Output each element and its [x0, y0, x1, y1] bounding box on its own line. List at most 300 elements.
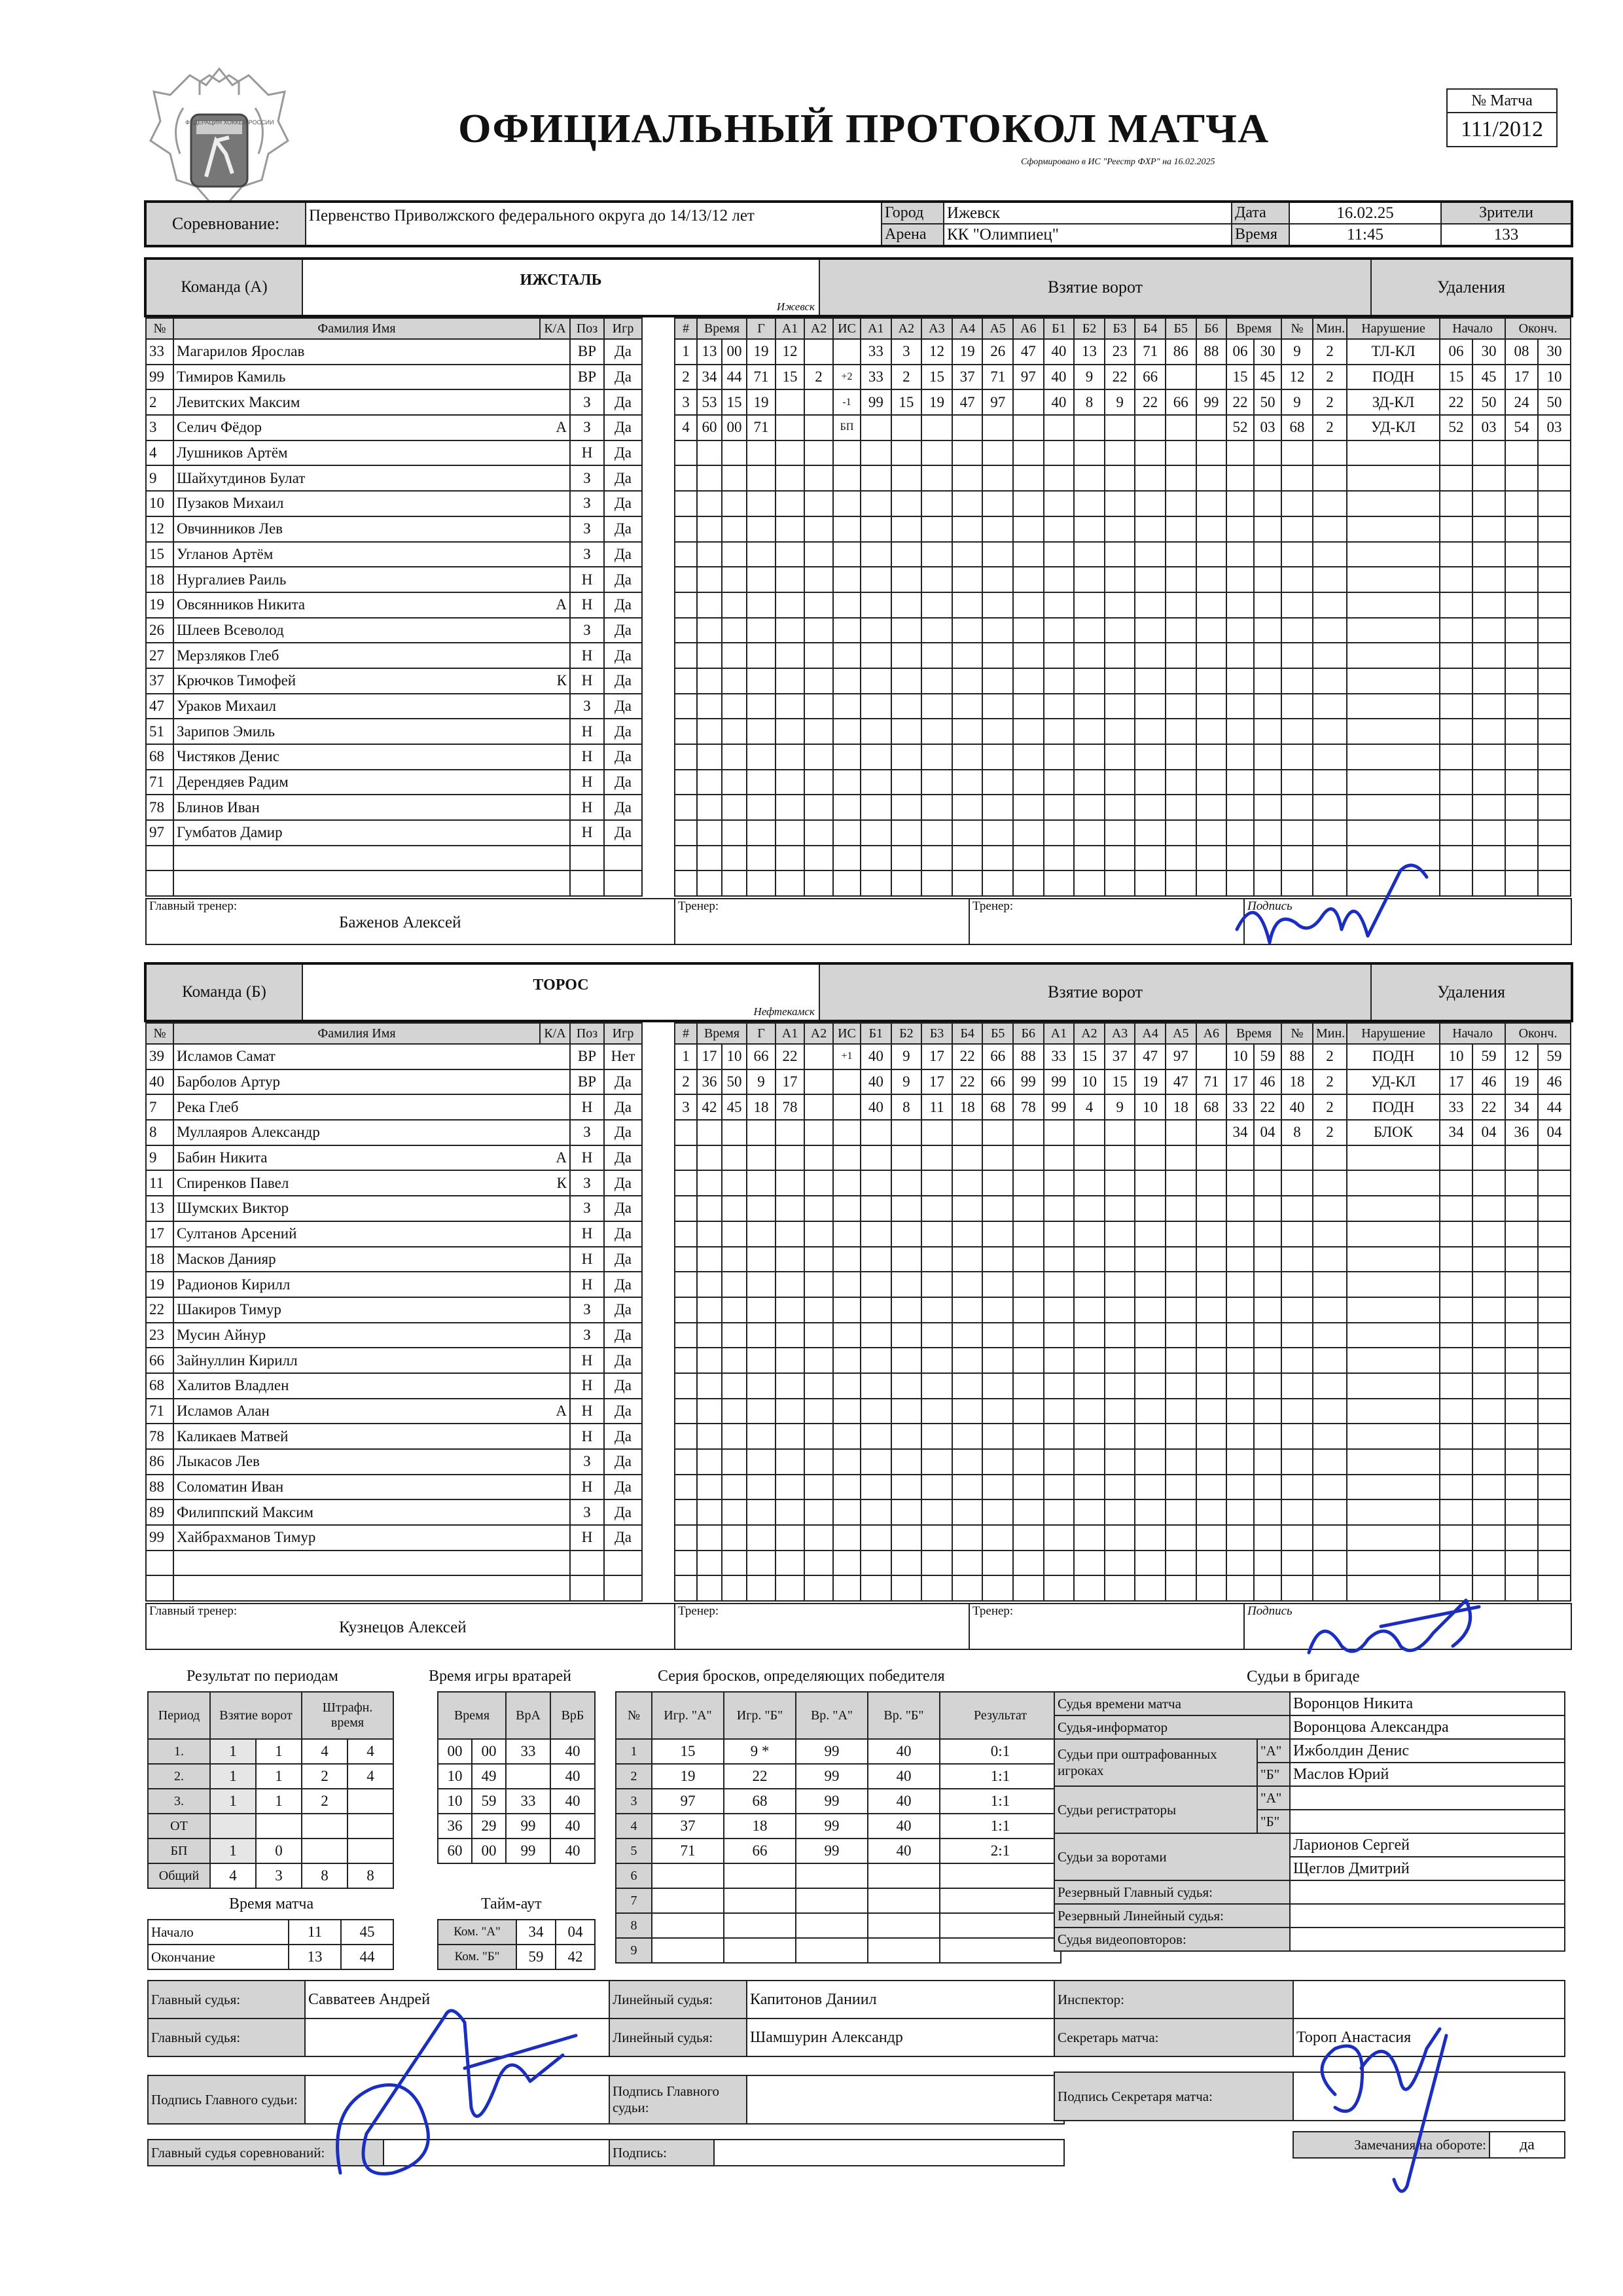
goal-onice-opp [1105, 870, 1135, 896]
goal-minute [697, 820, 722, 846]
penalty-player: 18 [1281, 1069, 1313, 1095]
goal-scorer [747, 668, 776, 694]
inspector-label: Инспектор: [1054, 1981, 1293, 2018]
table-row [675, 870, 1226, 896]
goal-onice-opp [1135, 567, 1166, 592]
table-row [675, 694, 1226, 719]
period-goals-a [210, 1814, 256, 1839]
goal-assist2 [804, 1525, 833, 1551]
penalty-length [1313, 491, 1347, 516]
table-row [146, 491, 675, 516]
goal-assist1 [776, 846, 804, 871]
goal-onice-opp [1166, 516, 1196, 542]
goal-onice-opp [1166, 542, 1196, 567]
periods-header-period: Период [148, 1692, 210, 1739]
team_a-label: Команда (А) [145, 259, 302, 316]
goal-scorer [747, 820, 776, 846]
table-row [1226, 339, 1571, 365]
goal-onice-opp [1166, 1399, 1196, 1424]
player-number: 8 [146, 1120, 173, 1145]
penalty-judge-b-tag: "Б" [1257, 1763, 1290, 1786]
table-row [1226, 516, 1571, 542]
penalty-start-second: 46 [1472, 1069, 1505, 1095]
table-row [675, 465, 1226, 491]
goal-onice-own [952, 1348, 983, 1373]
goal-onice-opp [1074, 744, 1105, 770]
goal-onice-opp [1074, 870, 1105, 896]
competition-label: Соревнование: [145, 202, 306, 246]
goal-onice-opp [1074, 719, 1105, 744]
goal-onice-opp [1166, 770, 1196, 795]
penalty-minute [1226, 1424, 1254, 1449]
penalty-start-minute [1440, 592, 1472, 618]
goal-onice-opp [1105, 694, 1135, 719]
goal-assist1 [776, 465, 804, 491]
player-captaincy [540, 1475, 570, 1500]
goal-onice-opp [1105, 1551, 1135, 1576]
goal-onice-opp [1044, 1221, 1075, 1247]
penalty-violation [1347, 1449, 1440, 1475]
penalty-end-second [1538, 795, 1571, 820]
goal-scorer [747, 1449, 776, 1475]
player-name: Шумских Виктор [173, 1196, 540, 1221]
penalty-start-minute: 17 [1440, 1069, 1472, 1095]
penalty-end-minute [1505, 1348, 1538, 1373]
video-judge-label: Судья видеоповторов: [1054, 1928, 1290, 1951]
registrar-b-tag: "Б" [1257, 1810, 1290, 1833]
goalie-b: 40 [550, 1814, 595, 1839]
secretary-signature-label: Подпись Секретаря матча: [1054, 2072, 1293, 2121]
goal-onice-opp [1135, 465, 1166, 491]
goal-assist2 [804, 1449, 833, 1475]
roster-header-pos: Поз [570, 1023, 604, 1044]
goal-onice-opp [1105, 1196, 1135, 1221]
goal-onice-own [1013, 1120, 1044, 1145]
team_b-head-coach-cell [146, 1604, 675, 1649]
goalie-b: 40 [550, 1789, 595, 1814]
period-goals-b: 1 [256, 1789, 302, 1814]
goal-onice-own [952, 1551, 983, 1576]
player-played: Да [604, 567, 642, 592]
goal-situation [833, 1221, 861, 1247]
table-row [1226, 1044, 1571, 1069]
penalty-start-minute: 10 [1440, 1044, 1472, 1069]
player-position: Н [570, 1525, 604, 1551]
penalty-start-minute [1440, 744, 1472, 770]
goal-assist2 [804, 491, 833, 516]
penalty-header-end: Оконч. [1505, 1023, 1571, 1044]
penalty-length [1313, 592, 1347, 618]
goal-onice-own [891, 1196, 922, 1221]
goal-onice-opp: 37 [1105, 1044, 1135, 1069]
penalty-length [1313, 719, 1347, 744]
goal-onice-own [982, 1575, 1013, 1601]
table-row [675, 846, 1226, 871]
penalty-minute [1226, 1170, 1254, 1196]
goal-assist1 [776, 694, 804, 719]
goal-onice-own [982, 1348, 1013, 1373]
goal-second [722, 1399, 747, 1424]
table-row [146, 668, 675, 694]
penalty-start-second [1472, 795, 1505, 820]
penalty-start-second [1472, 1348, 1505, 1373]
goal-minute [697, 1475, 722, 1500]
penalty-violation [1347, 1475, 1440, 1500]
player-position [570, 870, 604, 896]
goal-onice-opp [1105, 542, 1135, 567]
goal-onice-opp [1135, 795, 1166, 820]
table-row [146, 1399, 675, 1424]
penalty-length [1313, 795, 1347, 820]
player-played: Да [604, 339, 642, 365]
goal-second [722, 1373, 747, 1399]
goal-onice-own [1013, 1424, 1044, 1449]
penalty-second [1254, 1170, 1281, 1196]
penalty-second: 50 [1254, 389, 1281, 415]
goal-minute [697, 1575, 722, 1601]
goal-onice-own [861, 820, 891, 846]
penalty-second: 46 [1254, 1069, 1281, 1095]
shootout-goalie-a: 99 [796, 1739, 868, 1764]
goal-onice-own [982, 1221, 1013, 1247]
competition-referee-table [147, 2139, 1065, 2166]
goal-assist1 [776, 1323, 804, 1348]
roster-header-played: Игр [604, 318, 642, 339]
goal-minute [697, 1449, 722, 1475]
goal-onice-opp [1105, 719, 1135, 744]
table-row [1226, 440, 1571, 466]
goal-situation [833, 618, 861, 643]
penalty-length: 2 [1313, 1094, 1347, 1120]
penalty-violation: УД-КЛ [1347, 1069, 1440, 1095]
team_a-city: Ижевск [776, 300, 815, 313]
main-referee-2-label: Главный судья: [148, 2018, 305, 2056]
goal-onice-own [1013, 744, 1044, 770]
penalty-start-second [1472, 744, 1505, 770]
goal-onice-opp [1105, 1247, 1135, 1272]
goal-onice-own: 9 [891, 1044, 922, 1069]
table-row [675, 1399, 1226, 1424]
penalty-player [1281, 1196, 1313, 1221]
goal-assist2 [804, 1272, 833, 1297]
goal-second [722, 465, 747, 491]
goal-onice-opp [1044, 1145, 1075, 1171]
goal-onice-opp [1166, 1475, 1196, 1500]
penalty-start-second: 59 [1472, 1044, 1505, 1069]
player-captaincy [540, 465, 570, 491]
goal-onice-opp [1074, 1170, 1105, 1196]
table-row [146, 440, 675, 466]
goal-scorer [747, 694, 776, 719]
penalty-end-minute [1505, 516, 1538, 542]
goal-situation [833, 1449, 861, 1475]
penalty-second [1254, 1247, 1281, 1272]
goal-scorer [747, 744, 776, 770]
goal-onice-own: 15 [891, 389, 922, 415]
goal-onice-opp [1135, 1221, 1166, 1247]
period-penalty-b [348, 1839, 393, 1863]
goals-header-situation: ИС [833, 318, 861, 339]
penalty-length [1313, 1399, 1347, 1424]
goal-onice-opp [1105, 1120, 1135, 1145]
penalty-start-second [1472, 1323, 1505, 1348]
timeout-a-minute: 34 [516, 1920, 556, 1945]
shootout-player-a: 71 [652, 1839, 724, 1863]
goals-header-onice-opp: А5 [1166, 1023, 1196, 1044]
goal-scorer [747, 1120, 776, 1145]
goal-onice-own [921, 770, 952, 795]
player-position: З [570, 1297, 604, 1323]
goal-onice-opp [1044, 1196, 1075, 1221]
table-row [1226, 1221, 1571, 1247]
goalies-header-a: ВрА [506, 1692, 550, 1739]
table-row [616, 1839, 1061, 1863]
table-row [438, 1764, 595, 1789]
goal-onice-own [861, 1348, 891, 1373]
penalty-player: 9 [1281, 389, 1313, 415]
penalty-length [1313, 1475, 1347, 1500]
penalty-start-minute [1440, 846, 1472, 871]
penalty-start-second [1472, 1196, 1505, 1221]
goals-header-onice-own: Б6 [1013, 1023, 1044, 1044]
shootout-goalie-a [796, 1938, 868, 1963]
penalty-end-minute: 08 [1505, 339, 1538, 365]
penalty-second [1254, 567, 1281, 592]
goal-number [675, 643, 697, 668]
goal-onice-own: 19 [921, 389, 952, 415]
penalty-player [1281, 744, 1313, 770]
team_b-name-cell [302, 963, 819, 1021]
goal-assist1 [776, 795, 804, 820]
player-position: Н [570, 567, 604, 592]
goal-situation: БП [833, 415, 861, 440]
table-row [675, 1044, 1226, 1069]
penalty-player [1281, 694, 1313, 719]
period-label: ОТ [148, 1814, 210, 1839]
goal-onice-own [861, 618, 891, 643]
team_a-roster-table [145, 317, 675, 897]
shootout-goalie-a: 99 [796, 1789, 868, 1814]
goal-onice-own [1013, 770, 1044, 795]
table-row [146, 719, 675, 744]
player-number: 71 [146, 770, 173, 795]
table-row [146, 465, 675, 491]
goal-onice-opp [1074, 1424, 1105, 1449]
goal-onice-own: 17 [921, 1069, 952, 1095]
table-row [146, 389, 675, 415]
penalty-end-minute [1505, 1575, 1538, 1601]
team_b-goals-title: Взятие ворот [819, 963, 1371, 1021]
referees-table [147, 1980, 1065, 2057]
penalty-minute [1226, 491, 1254, 516]
goal-number [675, 1399, 697, 1424]
player-position: З [570, 694, 604, 719]
coach-label: Тренер: [675, 899, 969, 944]
goal-onice-opp [1135, 1348, 1166, 1373]
player-captaincy [540, 1348, 570, 1373]
player-position [570, 1551, 604, 1576]
goals-header-scorer: Г [747, 318, 776, 339]
penalty-second [1254, 592, 1281, 618]
goal-assist2 [804, 1044, 833, 1069]
player-played: Да [604, 1323, 642, 1348]
player-played: Да [604, 1221, 642, 1247]
player-name: Муллаяров Александр [173, 1120, 540, 1145]
goal-onice-own: 78 [1013, 1094, 1044, 1120]
penalty-header-violation: Нарушение [1347, 318, 1440, 339]
penalty-start-minute [1440, 1221, 1472, 1247]
table-row [1226, 1297, 1571, 1323]
player-captaincy: А [540, 1399, 570, 1424]
team_b-header-strip [144, 962, 1573, 1022]
goal-onice-own: 8 [891, 1094, 922, 1120]
goal-onice-own [891, 846, 922, 871]
goal-minute [697, 1525, 722, 1551]
penalty-second [1254, 1475, 1281, 1500]
goal-minute: 60 [697, 415, 722, 440]
goal-onice-opp [1105, 1525, 1135, 1551]
goal-second [722, 1525, 747, 1551]
penalty-minute [1226, 1196, 1254, 1221]
penalty-violation: ЗД-КЛ [1347, 389, 1440, 415]
player-name: Халитов Владлен [173, 1373, 540, 1399]
table-row [1226, 719, 1571, 744]
goal-onice-own [982, 1297, 1013, 1323]
table-row [1226, 542, 1571, 567]
penalty-player [1281, 1399, 1313, 1424]
goal-second [722, 744, 747, 770]
goal-onice-own [982, 719, 1013, 744]
roster-header-pos: Поз [570, 318, 604, 339]
goal-number [675, 820, 697, 846]
penalty-length [1313, 440, 1347, 466]
goal-assist2 [804, 1551, 833, 1576]
goal-onice-opp [1196, 1196, 1227, 1221]
player-name: Селич Фёдор [173, 415, 540, 440]
penalty-start-minute [1440, 1499, 1472, 1525]
penalty-start-second [1472, 668, 1505, 694]
penalty-minute [1226, 668, 1254, 694]
goal-second [722, 542, 747, 567]
goal-onice-opp [1074, 1120, 1105, 1145]
goal-situation [833, 1145, 861, 1171]
goal-onice-own [952, 567, 983, 592]
team_b-label: Команда (Б) [145, 963, 302, 1021]
penalty-player [1281, 1221, 1313, 1247]
goal-scorer [747, 719, 776, 744]
match-number: 111/2012 [1447, 113, 1557, 147]
periods-header-goals: Взятие ворот [210, 1692, 302, 1739]
penalty-end-minute [1505, 1272, 1538, 1297]
goal-onice-opp: 71 [1135, 339, 1166, 365]
penalty-length [1313, 1221, 1347, 1247]
goal-assist1 [776, 1525, 804, 1551]
period-label: БП [148, 1839, 210, 1863]
goal-onice-own [982, 1323, 1013, 1348]
goal-onice-opp [1044, 592, 1075, 618]
goal-number: 1 [675, 339, 697, 365]
player-played: Да [604, 491, 642, 516]
player-name: Бабин Никита [173, 1145, 540, 1171]
period-goals-b: 3 [256, 1863, 302, 1888]
goal-onice-own: 40 [861, 1094, 891, 1120]
penalty-length [1313, 770, 1347, 795]
shootout-player-a: 97 [652, 1789, 724, 1814]
goal-minute [697, 643, 722, 668]
goal-minute: 53 [697, 389, 722, 415]
goal-assist2 [804, 668, 833, 694]
player-played: Да [604, 668, 642, 694]
penalty-second [1254, 820, 1281, 846]
penalty-second [1254, 1449, 1281, 1475]
secretary-label: Секретарь матча: [1054, 2018, 1293, 2056]
table-row [616, 1764, 1061, 1789]
goal-second [722, 1247, 747, 1272]
goal-onice-opp [1166, 820, 1196, 846]
table-row [146, 1449, 675, 1475]
penalty-player [1281, 1525, 1313, 1551]
penalty-violation [1347, 618, 1440, 643]
penalty-second [1254, 1499, 1281, 1525]
penalty-length [1313, 1449, 1347, 1475]
table-row [146, 744, 675, 770]
goal-onice-opp: 97 [1166, 1044, 1196, 1069]
goal-onice-own [952, 1323, 983, 1348]
table-row [148, 1814, 393, 1839]
player-played: Да [604, 719, 642, 744]
main-referee-label: Главный судья: [148, 1981, 305, 2018]
goal-onice-own [1013, 567, 1044, 592]
goal-number [675, 1196, 697, 1221]
shootout-result [940, 1913, 1061, 1938]
goal-onice-opp: 15 [1105, 1069, 1135, 1095]
goal-onice-own [921, 744, 952, 770]
goal-onice-own [861, 694, 891, 719]
goal-onice-opp [1105, 1145, 1135, 1171]
goal-onice-opp: 33 [1044, 1044, 1075, 1069]
penalty-player [1281, 719, 1313, 744]
penalty-length [1313, 1348, 1347, 1373]
player-position: Н [570, 770, 604, 795]
shootout-player-b: 68 [724, 1789, 796, 1814]
penalty-player [1281, 440, 1313, 466]
goal-onice-own [1013, 870, 1044, 896]
city-value: Ижевск [944, 202, 1232, 224]
goal-assist2 [804, 1348, 833, 1373]
goal-onice-opp [1074, 643, 1105, 668]
penalty-player [1281, 1170, 1313, 1196]
table-row [438, 1789, 595, 1814]
goal-onice-opp [1044, 1323, 1075, 1348]
goals-header-onice-own: Б1 [861, 1023, 891, 1044]
player-played: Да [604, 1247, 642, 1272]
goals-header-scorer: Г [747, 1023, 776, 1044]
goals-header-onice-opp: Б4 [1135, 318, 1166, 339]
player-position: Н [570, 795, 604, 820]
penalty-header-time: Время [1226, 1023, 1281, 1044]
goalie-a: 99 [506, 1814, 550, 1839]
penalty-start-minute [1440, 795, 1472, 820]
team_b-name: ТОРОС [533, 977, 589, 994]
goal-onice-own [891, 1399, 922, 1424]
goal-onice-opp: 22 [1105, 365, 1135, 390]
player-number: 27 [146, 643, 173, 668]
goal-onice-opp [1074, 1399, 1105, 1424]
penalty-end-second [1538, 465, 1571, 491]
goal-onice-own: 68 [982, 1094, 1013, 1120]
goals-header-onice-own: Б5 [982, 1023, 1013, 1044]
goal-onice-opp [1196, 1323, 1227, 1348]
